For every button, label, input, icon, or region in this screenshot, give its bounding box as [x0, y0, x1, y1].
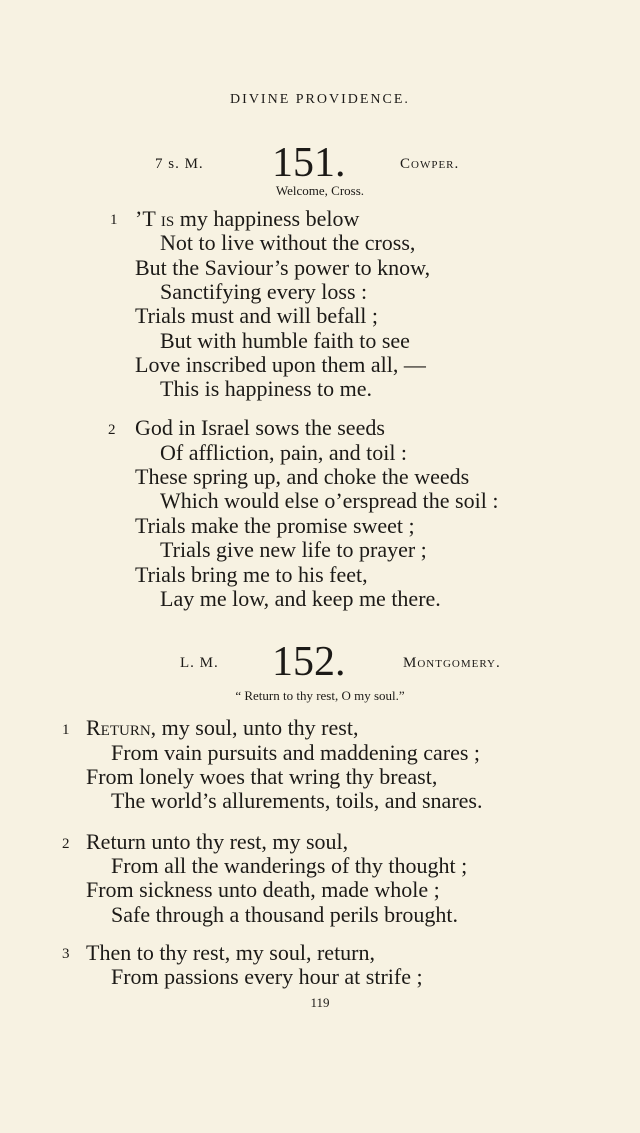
verse-line: This is happiness to me. — [160, 376, 373, 401]
verse-line-text: , my soul, unto thy rest, — [150, 715, 359, 740]
verse-number: 2 — [108, 422, 116, 438]
verse-line — [86, 715, 358, 741]
verse-lead-word: ’T is — [135, 206, 175, 231]
hymn-151-subtitle: Welcome, Cross. — [275, 183, 365, 198]
verse-line: Safe through a thousand perils brought. — [111, 902, 459, 927]
hymn-152-author: Montgomery. — [403, 655, 501, 671]
verse-line: Return unto thy rest, my soul, — [86, 829, 349, 854]
verse-line: Sanctifying every loss : — [160, 279, 368, 304]
verse-line: Lay me low, and keep me there. — [160, 586, 441, 611]
verse-line: These spring up, and choke the weeds — [135, 464, 470, 489]
verse-line: From all the wanderings of thy thought ; — [111, 853, 468, 878]
running-head: DIVINE PROVIDENCE. — [230, 92, 410, 107]
verse-line: Love inscribed upon them all, — — [135, 352, 426, 377]
verse-number: 1 — [62, 722, 70, 738]
verse-line: God in Israel sows the seeds — [135, 415, 385, 440]
verse-line: Of affliction, pain, and toil : — [160, 440, 408, 465]
hymn-151-meter: 7 s. M. — [155, 156, 204, 172]
hymn-151-number: 151. — [272, 140, 346, 186]
verse-lead-word: Return — [86, 715, 151, 740]
hymn-152-number: 152. — [272, 639, 346, 685]
verse-number: 2 — [62, 836, 70, 852]
verse-line: From passions every hour at strife ; — [111, 964, 423, 989]
verse-line: Trials must and will befall ; — [135, 303, 379, 328]
verse-line: Trials bring me to his feet, — [135, 562, 368, 587]
verse-line: Not to live without the cross, — [160, 230, 416, 255]
verse-line-text: my happiness below — [174, 206, 360, 231]
verse-line: Which would else o’erspread the soil : — [160, 488, 499, 513]
verse-line: The world’s allurements, toils, and snares. — [111, 788, 483, 813]
verse-number: 3 — [62, 946, 70, 962]
verse-line: But the Saviour’s power to know, — [135, 255, 431, 280]
verse-line: Then to thy rest, my soul, return, — [86, 940, 376, 965]
verse-line: From lonely woes that wring thy breast, — [86, 764, 438, 789]
hymn-152-meter: L. M. — [180, 655, 219, 671]
hymn-152-subtitle: “ Return to thy rest, O my soul.” — [235, 688, 405, 703]
verse-number: 1 — [110, 212, 118, 228]
verse-line: From vain pursuits and maddening cares ; — [111, 740, 481, 765]
verse-line: Trials make the promise sweet ; — [135, 513, 415, 538]
verse-line: But with humble faith to see — [160, 328, 410, 353]
hymn-151-author: Cowper. — [400, 156, 460, 172]
page-number: 119 — [310, 995, 330, 1010]
verse-line: Trials give new life to prayer ; — [160, 537, 427, 562]
verse-line — [135, 206, 359, 232]
verse-line: From sickness unto death, made whole ; — [86, 877, 440, 902]
